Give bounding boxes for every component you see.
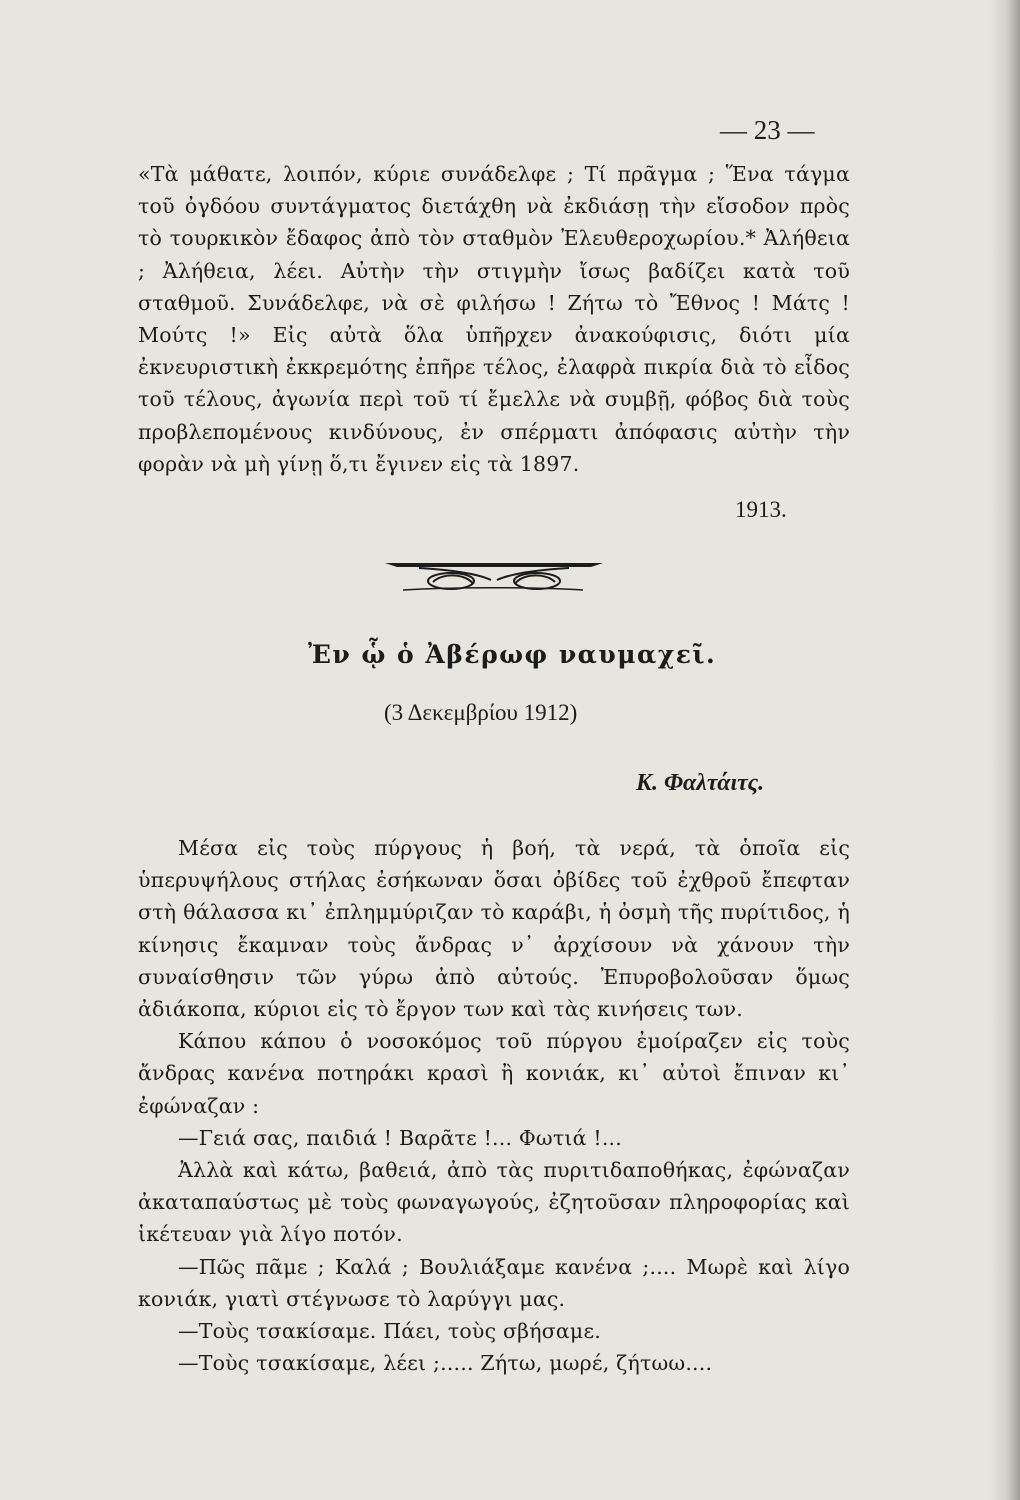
page-number: — 23 — bbox=[720, 115, 815, 145]
ornament-divider-icon bbox=[383, 560, 605, 604]
paragraph: Κάπου κάπου ὁ νοσοκόμος τοῦ πύργου ἐμοίραζεν εἰς τοὺς ἄνδρας κανένα ποτηράκι κρασὶ ἢ κονιάκ, κι᾽ αὐτοὶ ἔπιναν κι᾽ ἐφώναζαν : bbox=[138, 1029, 850, 1118]
paragraph: Ἀλλὰ καὶ κάτω, βαθειά, ἀπὸ τὰς πυριτιδαποθήκας, ἐφώναζαν ἀκαταπαύστως μὲ τοὺς φωναγωγούς, ἐζητοῦσαν πληροφορίας καὶ ἱκέτευαν γιὰ λίγο ποτόν. bbox=[138, 1158, 850, 1247]
paragraph: Μέσα εἰς τοὺς πύργους ἡ βοή, τὰ νερά, τὰ ὁποῖα εἰς ὑπερυψήλους στήλας ἐσήκωναν ὅσαι ὀβίδες τοῦ ἐχθροῦ ἔπεφταν στὴ θάλασσα κι᾽ ἐπλημμύριζαν τὸ καράβι, ἡ ὀσμὴ τῆς πυρίτιδος, ἡ κίνησις ἔκαμναν τοὺς ἄνδρας ν᾽ ἀρχίσουν νὰ χάνουν τὴν συναίσθησιν τῶν γύρω ἀπὸ αὐτούς. Ἐπυροβολοῦσαν ὅμως ἀδιάκοπα, κύριοι εἰς τὸ ἔργον των καὶ τὰς κινήσεις των. bbox=[138, 836, 850, 1022]
dialogue-line: —Πῶς πᾶμε ; Καλά ; Βουλιάξαμε κανένα ;.... Μωρὲ καὶ λίγο κονιάκ, γιατὶ στέγνωσε τὸ λαρύγγι μας. bbox=[138, 1254, 850, 1311]
dialogue-line: —Γειά σας, παιδιά ! Βαρᾶτε !... Φωτιά !... bbox=[178, 1125, 622, 1150]
chapter-title: Ἐν ᾧ ὁ Ἀβέρωφ ναυμαχεῖ. bbox=[308, 640, 717, 669]
paragraph: «Τὰ μάθατε, λοιπόν, κύριε συνάδελφε ; Τί πρᾶγμα ; Ἕνα τάγμα τοῦ ὀγδόου συντάγματος διετάχθη νὰ ἐκδιάσῃ τὴν εἴσοδον πρὸς τὸ τουρκικὸν ἔδαφος ἀπὸ τὸν σταθμὸν Ἐλευθεροχωρίου.* Ἀλήθεια ; Ἀλήθεια, λέει. Αὐτὴν τὴν στιγμὴν ἴσως βαδίζει κατὰ τοῦ σταθμοῦ. Συνάδελφε, νὰ σὲ φιλήσω ! Ζήτω τὸ Ἔθνος ! Μάτς ! Μούτς !» Εἰς αὐτὰ ὅλα ὑπῆρχεν ἀνακούφισις, διότι μία ἐκνευριστικὴ ἐκκρεμότης ἐπῆρε τέλος, ἐλαφρὰ πικρία διὰ τὸ εἶδος τοῦ τέλους, ἀγωνία περὶ τοῦ τί ἔμελλε νὰ συμβῇ, φόβος διὰ τοὺς προβλεπομένους κινδύνους, ἐν σπέρματι ἀπόφασις αὐτὴν τὴν φορὰν νὰ μὴ γίνῃ ὅ,τι ἔγινεν εἰς τὰ 1897. bbox=[138, 162, 850, 476]
dialogue-line: —Τοὺς τσακίσαμε, λέει ;..... Ζήτω, μωρέ, ζήτωω.... bbox=[178, 1351, 713, 1376]
chapter-date: (3 Δεκεμβρίου 1912) bbox=[384, 700, 578, 725]
page-edge-shadow bbox=[990, 0, 1020, 1500]
author-name: Κ. Φαλτάιτς. bbox=[636, 770, 765, 796]
chapter-body bbox=[138, 832, 850, 1379]
dialogue-line: —Τοὺς τσακίσαμε. Πάει, τοὺς σβήσαμε. bbox=[178, 1319, 601, 1344]
section-date: 1913. bbox=[735, 497, 787, 522]
opening-paragraph-block bbox=[138, 158, 850, 480]
